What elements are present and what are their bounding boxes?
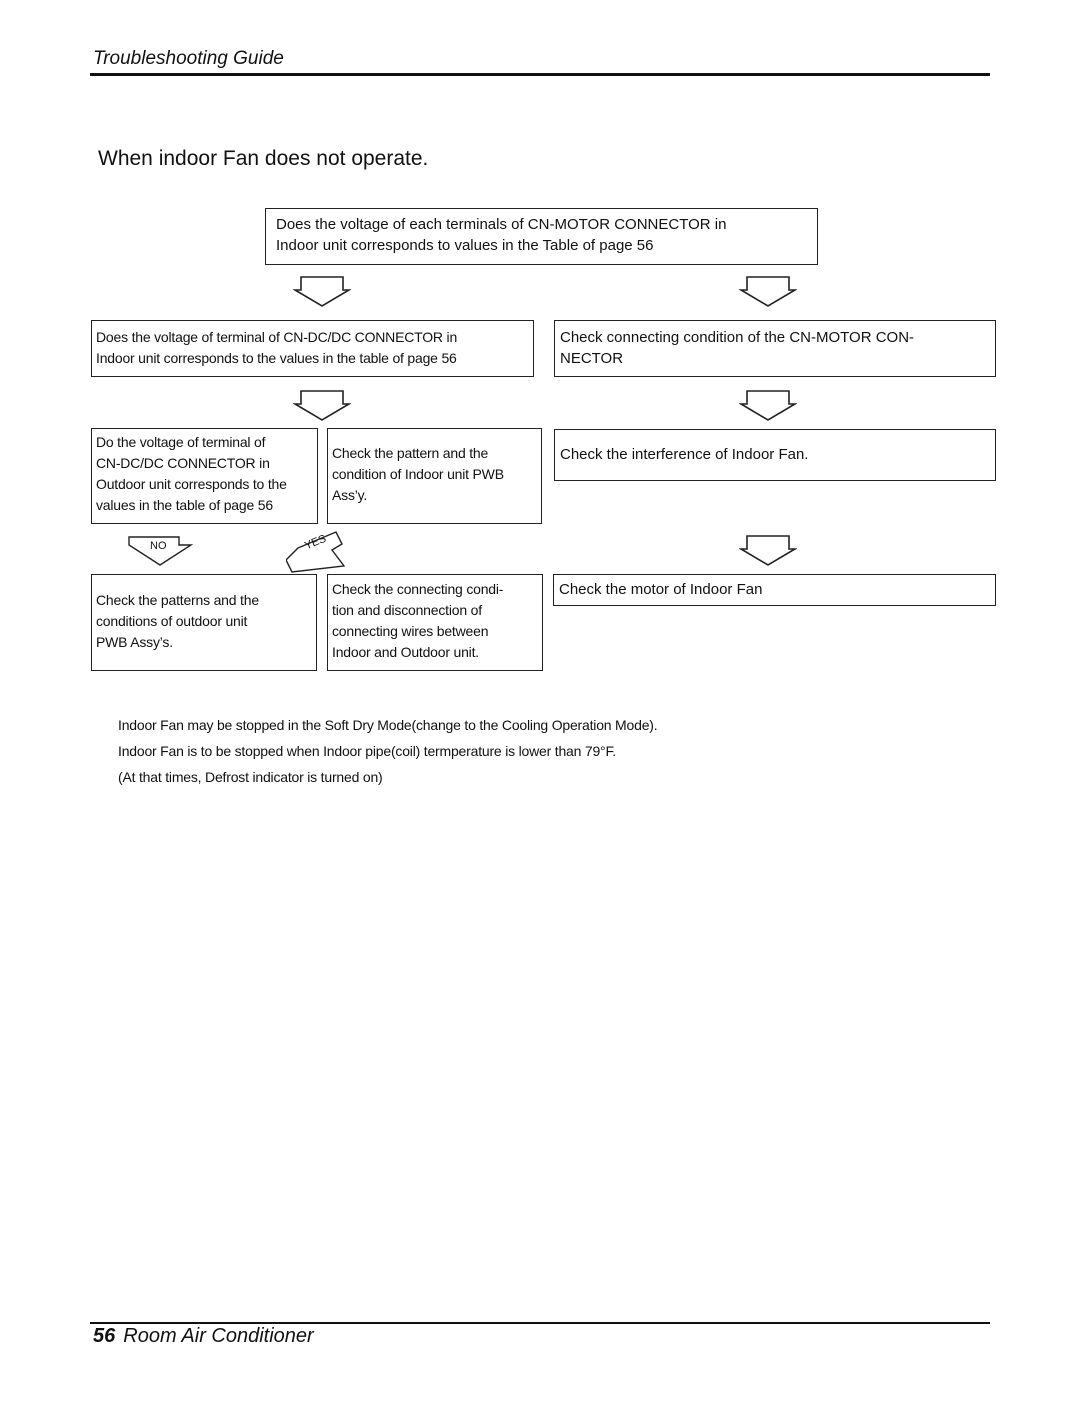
footer-title: Room Air Conditioner	[123, 1325, 314, 1347]
flow-box-left-2b-text: Check the pattern and the condition of Indoor unit PWB Ass’y.	[332, 445, 504, 503]
flow-box-left-2b	[327, 428, 542, 524]
footer	[93, 1325, 314, 1348]
down-arrow-icon	[739, 275, 797, 309]
down-arrow-icon	[739, 534, 797, 568]
page-title: When indoor Fan does not operate.	[98, 147, 429, 170]
flow-box-left-1	[91, 320, 534, 377]
flow-box-left-3a-text: Check the patterns and the conditions of outdoor unit PWB Assy’s.	[96, 592, 259, 650]
note-line: Indoor Fan may be stopped in the Soft Dry Mode(change to the Cooling Operation Mode).	[118, 717, 658, 733]
down-arrow-icon	[293, 275, 351, 309]
page-number: 56	[93, 1325, 116, 1347]
flow-box-left-2a	[91, 428, 318, 524]
header-rule	[90, 73, 990, 76]
note-line: (At that times, Defrost indicator is turned on)	[118, 769, 383, 785]
down-arrow-icon	[293, 389, 351, 423]
flow-box-right-1	[554, 320, 996, 377]
footer-rule	[90, 1322, 990, 1324]
down-arrow-icon	[739, 389, 797, 423]
flow-box-left-1-text: Does the voltage of terminal of CN-DC/DC CONNECTOR in Indoor unit corresponds to the values in the table of page 56	[96, 329, 458, 366]
yes-label: YES	[303, 532, 328, 553]
flow-box-right-1-text: Check connecting condition of the CN-MOTOR CON- NECTOR	[560, 329, 915, 367]
flow-box-right-2	[554, 429, 996, 481]
flow-box-right-2-text: Check the interference of Indoor Fan.	[560, 446, 809, 463]
flow-box-left-3b	[327, 574, 543, 671]
flow-box-left-2a-text: Do the voltage of terminal of CN-DC/DC CONNECTOR in Outdoor unit corresponds to the values in the table of page 56	[96, 434, 287, 513]
flow-box-right-3-text: Check the motor of Indoor Fan	[559, 581, 763, 598]
no-label: NO	[150, 540, 167, 552]
header-section-title: Troubleshooting Guide	[93, 48, 284, 69]
flow-box-right-3	[553, 574, 996, 606]
note-line: Indoor Fan is to be stopped when Indoor pipe(coil) termperature is lower than 79°F.	[118, 743, 616, 759]
flow-box-left-3a	[91, 574, 317, 671]
flow-box-top-text: Does the voltage of each terminals of CN-MOTOR CONNECTOR in Indoor unit corresponds to values in the Table of page 56	[276, 216, 727, 254]
notes	[118, 712, 657, 790]
flow-box-top	[265, 208, 818, 265]
flow-box-left-3b-text: Check the connecting condi- tion and disconnection of connecting wires between Indoor and Outdoor unit.	[332, 581, 504, 660]
